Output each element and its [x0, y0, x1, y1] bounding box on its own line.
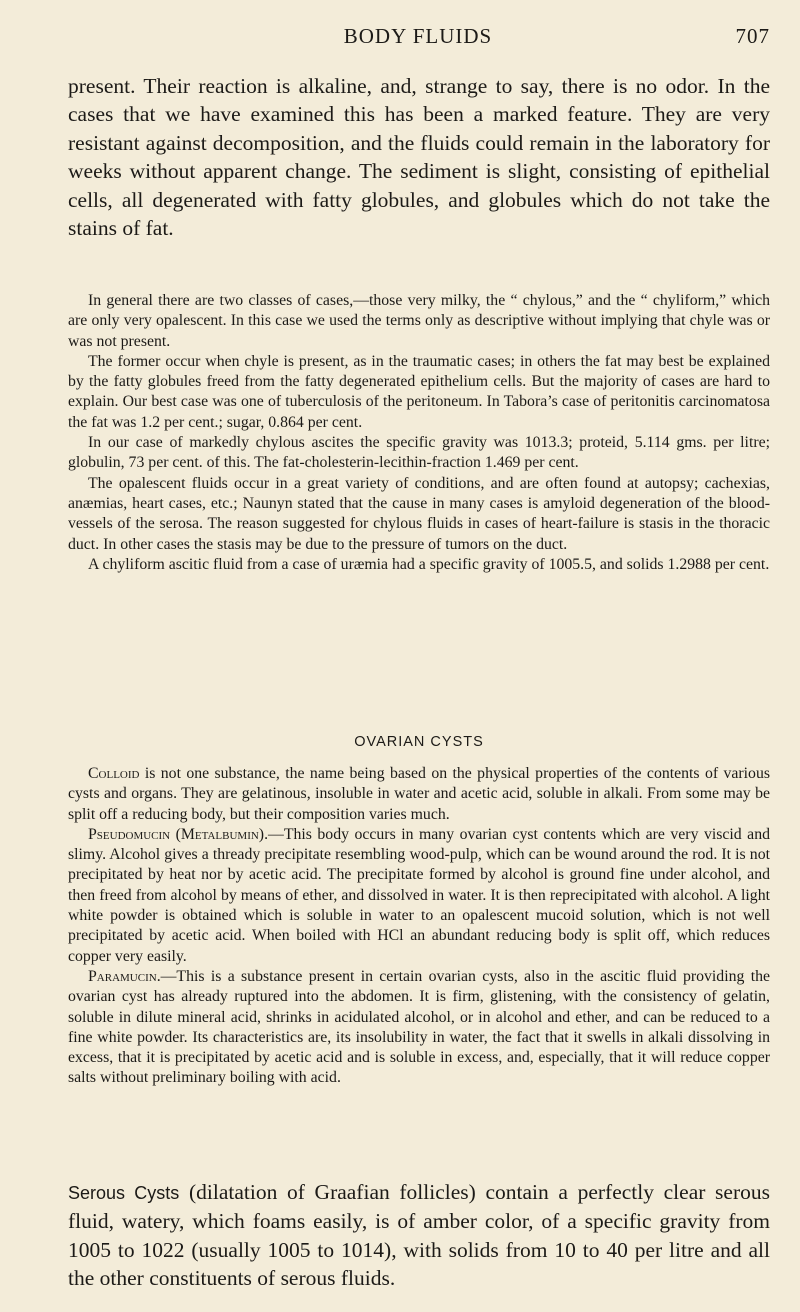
- intro-paragraph-block: [68, 72, 770, 242]
- colloid-term: Colloid: [88, 765, 140, 782]
- serous-cysts-text: (dilatation of Graafian follicles) contain a perfectly clear serous fluid, watery, which foams easily, is of amber color, of a specific gravity from 1005 to 1022 (usually 1005 to 1014), with solids from 10 to 40 per litre and all the other constituents of serous fluids.: [68, 1180, 770, 1291]
- small-paragraph: The former occur when chyle is present, as in the traumatic cases; in others the fat may best be explained by the fatty globules freed from the fatty degenerated epithelium cells. But the majority of cases are hard to explain. Our best case was one of tuberculosis of the peritoneum. In Tabora’s case of peritonitis carcinomatosa the fat was 1.2 per cent.; sugar, 0.864 per cent.: [68, 352, 770, 431]
- small-paragraph: The opalescent fluids occur in a great variety of conditions, and are often found at autopsy; cachexias, anæmias, heart cases, etc.; Naunyn stated that the cause in many cases is amyloid degeneration of the blood-vessels of the serosa. The reason suggested for chylous fluids in cases of heart-failure is stasis in the thoracic duct. In other cases the stasis may be due to the pressure of tumors on the duct.: [68, 474, 770, 553]
- small-paragraph: In general there are two classes of cases,—those very milky, the “ chylous,” and the “ chyliform,” which are only very opalescent. In this case we used the terms only as descriptive without implying that chyle was or was not present.: [68, 292, 770, 350]
- small-paragraph: In our case of markedly chylous ascites the specific gravity was 1013.3; proteid, 5.114 gms. per litre; globulin, 73 per cent. of this. The fat-cholesterin-lecithin-fraction 1.469 per cent.: [68, 434, 770, 472]
- section-heading: OVARIAN CYSTS: [354, 734, 484, 750]
- colloid-paragraph: [68, 764, 770, 825]
- pseudomucin-paragraph: [68, 825, 770, 967]
- paramucin-text: .—This is a substance present in certain ovarian cysts, also in the ascitic fluid providing the ovarian cyst has already ruptured into the abdomen. It is firm, glistening, with the consistency of gelatin, soluble in dilute mineral acid, shrinks in acidulated alcohol, or in alcohol and ether, and can be reduced to a fine white powder. Its characteristics are, its insolubility in water, the fact that it swells in alkali dissolving in excess, that it is precipitated by acetic acid and is soluble in excess, and, especially, that it will reduce copper salts without preliminary boiling with acid.: [68, 967, 770, 1087]
- colloid-text: is not one substance, the name being based on the physical properties of the contents of various cysts and organs. They are gelatinous, insoluble in water and acetic acid, soluble in alkali. From some may be split off a reducing body, but their composition varies much.: [68, 765, 770, 823]
- pseudomucin-term: Pseudomucin (Metalbumin): [88, 825, 265, 843]
- intro-paragraph: present. Their reaction is alkaline, and, strange to say, there is no odor. In the cases that we have examined this has been a marked feature. They are very resistant against decomposition, and the fluids could remain in the laboratory for weeks without apparent change. The sediment is slight, consisting of epithelial cells, all degenerated with fatty globules, and globules which do not take the stains of fat.: [68, 74, 770, 241]
- paramucin-paragraph: [68, 967, 770, 1089]
- serous-cysts-block: [68, 1178, 770, 1293]
- pseudomucin-text: .—This body occurs in many ovarian cyst contents which are very viscid and slimy. Alcohol gives a thready precipitate resembling wood-pulp, which can be wound around the rod. It is not precipitated by heat nor by acetic acid. The precipitate formed by alcohol is ground fine under alcohol, and then freed from alcohol by means of ether, and dissolved in water. It is then reprecipitated with alcohol. A light white powder is obtained which is soluble in water to an opalescent mucoid solution, which is not well precipitated by acetic acid. When boiled with HCl an abundant reducing body is split off, which reduces copper very easily.: [68, 825, 770, 965]
- small-print-block: [68, 291, 770, 575]
- running-title: BODY FLUIDS: [343, 24, 493, 48]
- serous-cysts-term: Serous Cysts: [68, 1183, 180, 1203]
- small-paragraph: A chyliform ascitic fluid from a case of uræmia had a specific gravity of 1005.5, and solids 1.2988 per cent.: [88, 555, 770, 573]
- paramucin-term: Paramucin: [88, 967, 157, 985]
- running-header: [66, 18, 770, 52]
- serous-cysts-paragraph: [68, 1178, 770, 1293]
- ovarian-block: [68, 764, 770, 1089]
- page-number: 707: [735, 24, 770, 48]
